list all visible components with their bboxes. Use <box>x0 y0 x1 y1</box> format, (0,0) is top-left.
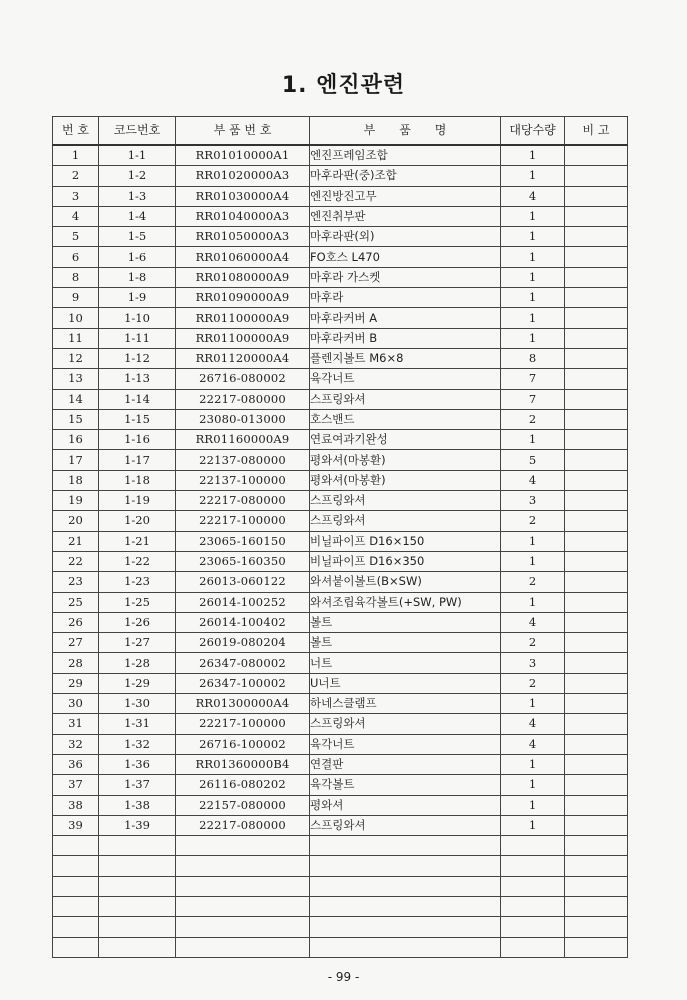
cell-note <box>565 714 628 734</box>
cell-no <box>53 896 99 916</box>
cell-part-no: 26347-080002 <box>176 653 310 673</box>
cell-note <box>565 917 628 937</box>
cell-part-name <box>310 917 501 937</box>
cell-part-name: 하네스클램프 <box>310 694 501 714</box>
cell-note <box>565 369 628 389</box>
cell-qty <box>501 836 565 856</box>
cell-qty: 4 <box>501 612 565 632</box>
cell-no: 26 <box>53 612 99 632</box>
cell-note <box>565 389 628 409</box>
cell-code <box>99 917 176 937</box>
table-row <box>53 389 628 409</box>
table-row <box>53 288 628 308</box>
cell-note <box>565 775 628 795</box>
cell-part-name: 엔진프레임조합 <box>310 145 501 166</box>
cell-qty: 1 <box>501 247 565 267</box>
cell-qty: 7 <box>501 389 565 409</box>
cell-qty: 1 <box>501 694 565 714</box>
cell-part-no: RR01100000A9 <box>176 308 310 328</box>
cell-no: 10 <box>53 308 99 328</box>
header-part-no: 부 품 번 호 <box>176 117 310 146</box>
cell-note <box>565 531 628 551</box>
cell-part-name: 스프링와셔 <box>310 511 501 531</box>
cell-part-no: 26019-080204 <box>176 633 310 653</box>
cell-code: 1-5 <box>99 227 176 247</box>
cell-qty: 8 <box>501 348 565 368</box>
cell-part-no: RR01300000A4 <box>176 694 310 714</box>
page-title: 1. 엔진관련 <box>281 73 406 98</box>
cell-note <box>565 836 628 856</box>
cell-no: 15 <box>53 409 99 429</box>
cell-no: 31 <box>53 714 99 734</box>
cell-qty: 2 <box>501 572 565 592</box>
table-row <box>53 592 628 612</box>
cell-part-no <box>176 896 310 916</box>
cell-part-no: 26013-060122 <box>176 572 310 592</box>
cell-part-name: 평와셔 <box>310 795 501 815</box>
cell-no: 30 <box>53 694 99 714</box>
cell-qty: 1 <box>501 754 565 774</box>
cell-no: 6 <box>53 247 99 267</box>
cell-part-no: 22137-080000 <box>176 450 310 470</box>
cell-qty: 1 <box>501 227 565 247</box>
cell-no <box>53 876 99 896</box>
table-body <box>53 145 628 957</box>
cell-note <box>565 694 628 714</box>
cell-part-name: 마후라 가스켓 <box>310 267 501 287</box>
cell-no: 37 <box>53 775 99 795</box>
cell-part-name <box>310 937 501 957</box>
cell-no: 3 <box>53 186 99 206</box>
cell-code: 1-36 <box>99 754 176 774</box>
table-row <box>53 572 628 592</box>
cell-code: 1-30 <box>99 694 176 714</box>
cell-part-no: 26014-100402 <box>176 612 310 632</box>
cell-code: 1-11 <box>99 328 176 348</box>
cell-no: 19 <box>53 491 99 511</box>
cell-code: 1-38 <box>99 795 176 815</box>
cell-code: 1-27 <box>99 633 176 653</box>
cell-part-no: RR01030000A4 <box>176 186 310 206</box>
table-row <box>53 734 628 754</box>
table-row <box>53 612 628 632</box>
table-row <box>53 369 628 389</box>
cell-qty: 1 <box>501 145 565 166</box>
cell-code: 1-28 <box>99 653 176 673</box>
cell-part-name: FO호스 L470 <box>310 247 501 267</box>
cell-code: 1-9 <box>99 288 176 308</box>
table-row <box>53 511 628 531</box>
cell-note <box>565 937 628 957</box>
cell-qty: 1 <box>501 815 565 835</box>
table-row <box>53 166 628 186</box>
cell-code: 1-13 <box>99 369 176 389</box>
cell-note <box>565 633 628 653</box>
table-row <box>53 714 628 734</box>
cell-code: 1-21 <box>99 531 176 551</box>
cell-part-name <box>310 896 501 916</box>
cell-code <box>99 856 176 876</box>
cell-qty: 1 <box>501 592 565 612</box>
cell-note <box>565 551 628 571</box>
cell-part-no: RR01120000A4 <box>176 348 310 368</box>
table-row <box>53 308 628 328</box>
cell-qty: 1 <box>501 288 565 308</box>
cell-qty: 1 <box>501 795 565 815</box>
table-row <box>53 145 628 166</box>
cell-qty: 1 <box>501 775 565 795</box>
cell-part-name: 스프링와셔 <box>310 714 501 734</box>
cell-no: 13 <box>53 369 99 389</box>
cell-note <box>565 166 628 186</box>
cell-qty <box>501 896 565 916</box>
table-row <box>53 470 628 490</box>
cell-part-name <box>310 856 501 876</box>
cell-code: 1-12 <box>99 348 176 368</box>
cell-part-name: 스프링와셔 <box>310 491 501 511</box>
cell-qty: 3 <box>501 491 565 511</box>
cell-part-no: 22217-080000 <box>176 815 310 835</box>
cell-qty: 1 <box>501 166 565 186</box>
cell-part-name: 스프링와셔 <box>310 815 501 835</box>
cell-no: 32 <box>53 734 99 754</box>
cell-no: 20 <box>53 511 99 531</box>
cell-part-no: 26716-100002 <box>176 734 310 754</box>
table-row <box>53 673 628 693</box>
cell-part-no: 26116-080202 <box>176 775 310 795</box>
empty-table-row <box>53 856 628 876</box>
table-row <box>53 348 628 368</box>
table-row <box>53 775 628 795</box>
cell-no: 18 <box>53 470 99 490</box>
cell-part-name: 연료여과기완성 <box>310 430 501 450</box>
table-row <box>53 328 628 348</box>
cell-part-no <box>176 917 310 937</box>
empty-table-row <box>53 876 628 896</box>
table-row <box>53 409 628 429</box>
table-row <box>53 186 628 206</box>
cell-note <box>565 491 628 511</box>
cell-code: 1-31 <box>99 714 176 734</box>
cell-part-no: RR01040000A3 <box>176 206 310 226</box>
cell-note <box>565 734 628 754</box>
cell-part-no: 26716-080002 <box>176 369 310 389</box>
cell-code: 1-26 <box>99 612 176 632</box>
cell-code: 1-29 <box>99 673 176 693</box>
cell-no: 28 <box>53 653 99 673</box>
cell-qty <box>501 876 565 896</box>
cell-note <box>565 247 628 267</box>
cell-note <box>565 145 628 166</box>
cell-qty <box>501 937 565 957</box>
cell-no: 11 <box>53 328 99 348</box>
cell-qty: 2 <box>501 673 565 693</box>
cell-code: 1-39 <box>99 815 176 835</box>
cell-code: 1-17 <box>99 450 176 470</box>
cell-qty: 1 <box>501 430 565 450</box>
table-row <box>53 694 628 714</box>
cell-part-name: 호스밴드 <box>310 409 501 429</box>
cell-qty: 7 <box>501 369 565 389</box>
cell-qty: 1 <box>501 206 565 226</box>
cell-part-name: 엔진방진고무 <box>310 186 501 206</box>
cell-code: 1-37 <box>99 775 176 795</box>
cell-part-no: RR01100000A9 <box>176 328 310 348</box>
cell-part-no: 22217-100000 <box>176 511 310 531</box>
cell-part-no <box>176 856 310 876</box>
cell-part-no: RR01010000A1 <box>176 145 310 166</box>
cell-code: 1-16 <box>99 430 176 450</box>
cell-note <box>565 328 628 348</box>
cell-no: 2 <box>53 166 99 186</box>
cell-code <box>99 836 176 856</box>
cell-part-no: RR01020000A3 <box>176 166 310 186</box>
cell-no: 14 <box>53 389 99 409</box>
cell-part-no: RR01080000A9 <box>176 267 310 287</box>
cell-code: 1-20 <box>99 511 176 531</box>
cell-no: 4 <box>53 206 99 226</box>
cell-code <box>99 896 176 916</box>
table-row <box>53 450 628 470</box>
cell-no: 25 <box>53 592 99 612</box>
cell-part-no <box>176 876 310 896</box>
cell-no: 9 <box>53 288 99 308</box>
empty-table-row <box>53 917 628 937</box>
cell-code: 1-15 <box>99 409 176 429</box>
cell-code: 1-23 <box>99 572 176 592</box>
cell-part-name <box>310 836 501 856</box>
cell-note <box>565 896 628 916</box>
cell-note <box>565 612 628 632</box>
cell-qty: 1 <box>501 308 565 328</box>
cell-note <box>565 754 628 774</box>
cell-part-name: 육각볼트 <box>310 775 501 795</box>
cell-note <box>565 409 628 429</box>
cell-no <box>53 836 99 856</box>
table-row <box>53 491 628 511</box>
cell-note <box>565 288 628 308</box>
cell-part-name: 너트 <box>310 653 501 673</box>
cell-note <box>565 227 628 247</box>
cell-qty: 4 <box>501 186 565 206</box>
table-row <box>53 633 628 653</box>
cell-part-name: 볼트 <box>310 612 501 632</box>
cell-part-name: 연결판 <box>310 754 501 774</box>
cell-no: 39 <box>53 815 99 835</box>
cell-qty: 1 <box>501 531 565 551</box>
cell-qty <box>501 917 565 937</box>
cell-note <box>565 592 628 612</box>
cell-code: 1-6 <box>99 247 176 267</box>
header-part-name: 부 품 명 <box>310 117 501 146</box>
cell-qty: 1 <box>501 328 565 348</box>
header-qty: 대당수량 <box>501 117 565 146</box>
cell-part-no: 22137-100000 <box>176 470 310 490</box>
cell-part-name: 마후라 <box>310 288 501 308</box>
cell-part-no: 26014-100252 <box>176 592 310 612</box>
cell-part-name: 엔진취부판 <box>310 206 501 226</box>
cell-part-name: 와셔조립육각볼트(+SW, PW) <box>310 592 501 612</box>
cell-part-no: RR01090000A9 <box>176 288 310 308</box>
header-no: 번 호 <box>53 117 99 146</box>
header-code: 코드번호 <box>99 117 176 146</box>
cell-note <box>565 815 628 835</box>
cell-code: 1-25 <box>99 592 176 612</box>
cell-code: 1-32 <box>99 734 176 754</box>
cell-note <box>565 673 628 693</box>
cell-no: 22 <box>53 551 99 571</box>
cell-no: 27 <box>53 633 99 653</box>
cell-code <box>99 876 176 896</box>
table-header-row <box>53 117 628 146</box>
table-row <box>53 795 628 815</box>
cell-no <box>53 856 99 876</box>
cell-no <box>53 917 99 937</box>
cell-part-name: 마후라판(중)조합 <box>310 166 501 186</box>
cell-part-name: 마후라커버 B <box>310 328 501 348</box>
cell-part-no: RR01160000A9 <box>176 430 310 450</box>
page-number: - 99 - <box>327 970 360 984</box>
cell-no: 29 <box>53 673 99 693</box>
cell-note <box>565 348 628 368</box>
table-row <box>53 754 628 774</box>
cell-code: 1-8 <box>99 267 176 287</box>
cell-part-no: 22217-080000 <box>176 389 310 409</box>
cell-code: 1-14 <box>99 389 176 409</box>
cell-qty: 1 <box>501 551 565 571</box>
cell-part-no: 23065-160150 <box>176 531 310 551</box>
cell-part-name: 평와셔(마봉환) <box>310 470 501 490</box>
cell-note <box>565 186 628 206</box>
cell-code: 1-3 <box>99 186 176 206</box>
cell-part-name: 육각너트 <box>310 734 501 754</box>
cell-note <box>565 470 628 490</box>
cell-no: 5 <box>53 227 99 247</box>
cell-part-name: 플렌지볼트 M6×8 <box>310 348 501 368</box>
cell-no: 21 <box>53 531 99 551</box>
cell-qty: 4 <box>501 714 565 734</box>
cell-part-no: 23080-013000 <box>176 409 310 429</box>
cell-note <box>565 795 628 815</box>
cell-part-name: 와셔붙이볼트(B×SW) <box>310 572 501 592</box>
cell-code: 1-10 <box>99 308 176 328</box>
cell-part-no <box>176 836 310 856</box>
cell-note <box>565 653 628 673</box>
cell-part-name: 볼트 <box>310 633 501 653</box>
cell-qty <box>501 856 565 876</box>
cell-code <box>99 937 176 957</box>
cell-code: 1-22 <box>99 551 176 571</box>
cell-no: 23 <box>53 572 99 592</box>
cell-no: 1 <box>53 145 99 166</box>
cell-qty: 2 <box>501 409 565 429</box>
cell-part-no <box>176 937 310 957</box>
cell-note <box>565 450 628 470</box>
cell-part-name: 비닐파이프 D16×150 <box>310 531 501 551</box>
cell-part-no: 22217-100000 <box>176 714 310 734</box>
cell-note <box>565 267 628 287</box>
cell-qty: 1 <box>501 267 565 287</box>
table-row <box>53 430 628 450</box>
empty-table-row <box>53 896 628 916</box>
cell-qty: 4 <box>501 734 565 754</box>
table-row <box>53 551 628 571</box>
cell-qty: 4 <box>501 470 565 490</box>
cell-part-no: 22217-080000 <box>176 491 310 511</box>
cell-no: 8 <box>53 267 99 287</box>
cell-code: 1-4 <box>99 206 176 226</box>
cell-part-name: 마후라판(외) <box>310 227 501 247</box>
table-row <box>53 227 628 247</box>
cell-part-no: RR01050000A3 <box>176 227 310 247</box>
cell-no: 12 <box>53 348 99 368</box>
table-row <box>53 653 628 673</box>
cell-code: 1-18 <box>99 470 176 490</box>
table-row <box>53 206 628 226</box>
cell-part-name: 육각너트 <box>310 369 501 389</box>
cell-part-no: RR01360000B4 <box>176 754 310 774</box>
cell-qty: 3 <box>501 653 565 673</box>
cell-part-name: 비닐파이프 D16×350 <box>310 551 501 571</box>
cell-part-no: 26347-100002 <box>176 673 310 693</box>
cell-note <box>565 511 628 531</box>
header-note: 비 고 <box>565 117 628 146</box>
table-row <box>53 267 628 287</box>
cell-code: 1-19 <box>99 491 176 511</box>
cell-no: 38 <box>53 795 99 815</box>
table-row <box>53 815 628 835</box>
cell-part-name: U너트 <box>310 673 501 693</box>
cell-no: 36 <box>53 754 99 774</box>
cell-note <box>565 206 628 226</box>
cell-part-name: 마후라커버 A <box>310 308 501 328</box>
cell-no: 17 <box>53 450 99 470</box>
cell-qty: 5 <box>501 450 565 470</box>
table-row <box>53 247 628 267</box>
table-row <box>53 531 628 551</box>
cell-note <box>565 856 628 876</box>
cell-note <box>565 876 628 896</box>
cell-part-no: RR01060000A4 <box>176 247 310 267</box>
empty-table-row <box>53 937 628 957</box>
empty-table-row <box>53 836 628 856</box>
cell-note <box>565 430 628 450</box>
cell-qty: 2 <box>501 633 565 653</box>
cell-part-name <box>310 876 501 896</box>
cell-part-name: 평와셔(마봉환) <box>310 450 501 470</box>
cell-qty: 2 <box>501 511 565 531</box>
parts-table <box>52 116 628 958</box>
cell-no <box>53 937 99 957</box>
cell-part-no: 23065-160350 <box>176 551 310 571</box>
cell-part-name: 스프링와셔 <box>310 389 501 409</box>
cell-no: 16 <box>53 430 99 450</box>
cell-note <box>565 308 628 328</box>
cell-part-no: 22157-080000 <box>176 795 310 815</box>
cell-code: 1-2 <box>99 166 176 186</box>
cell-note <box>565 572 628 592</box>
cell-code: 1-1 <box>99 145 176 166</box>
